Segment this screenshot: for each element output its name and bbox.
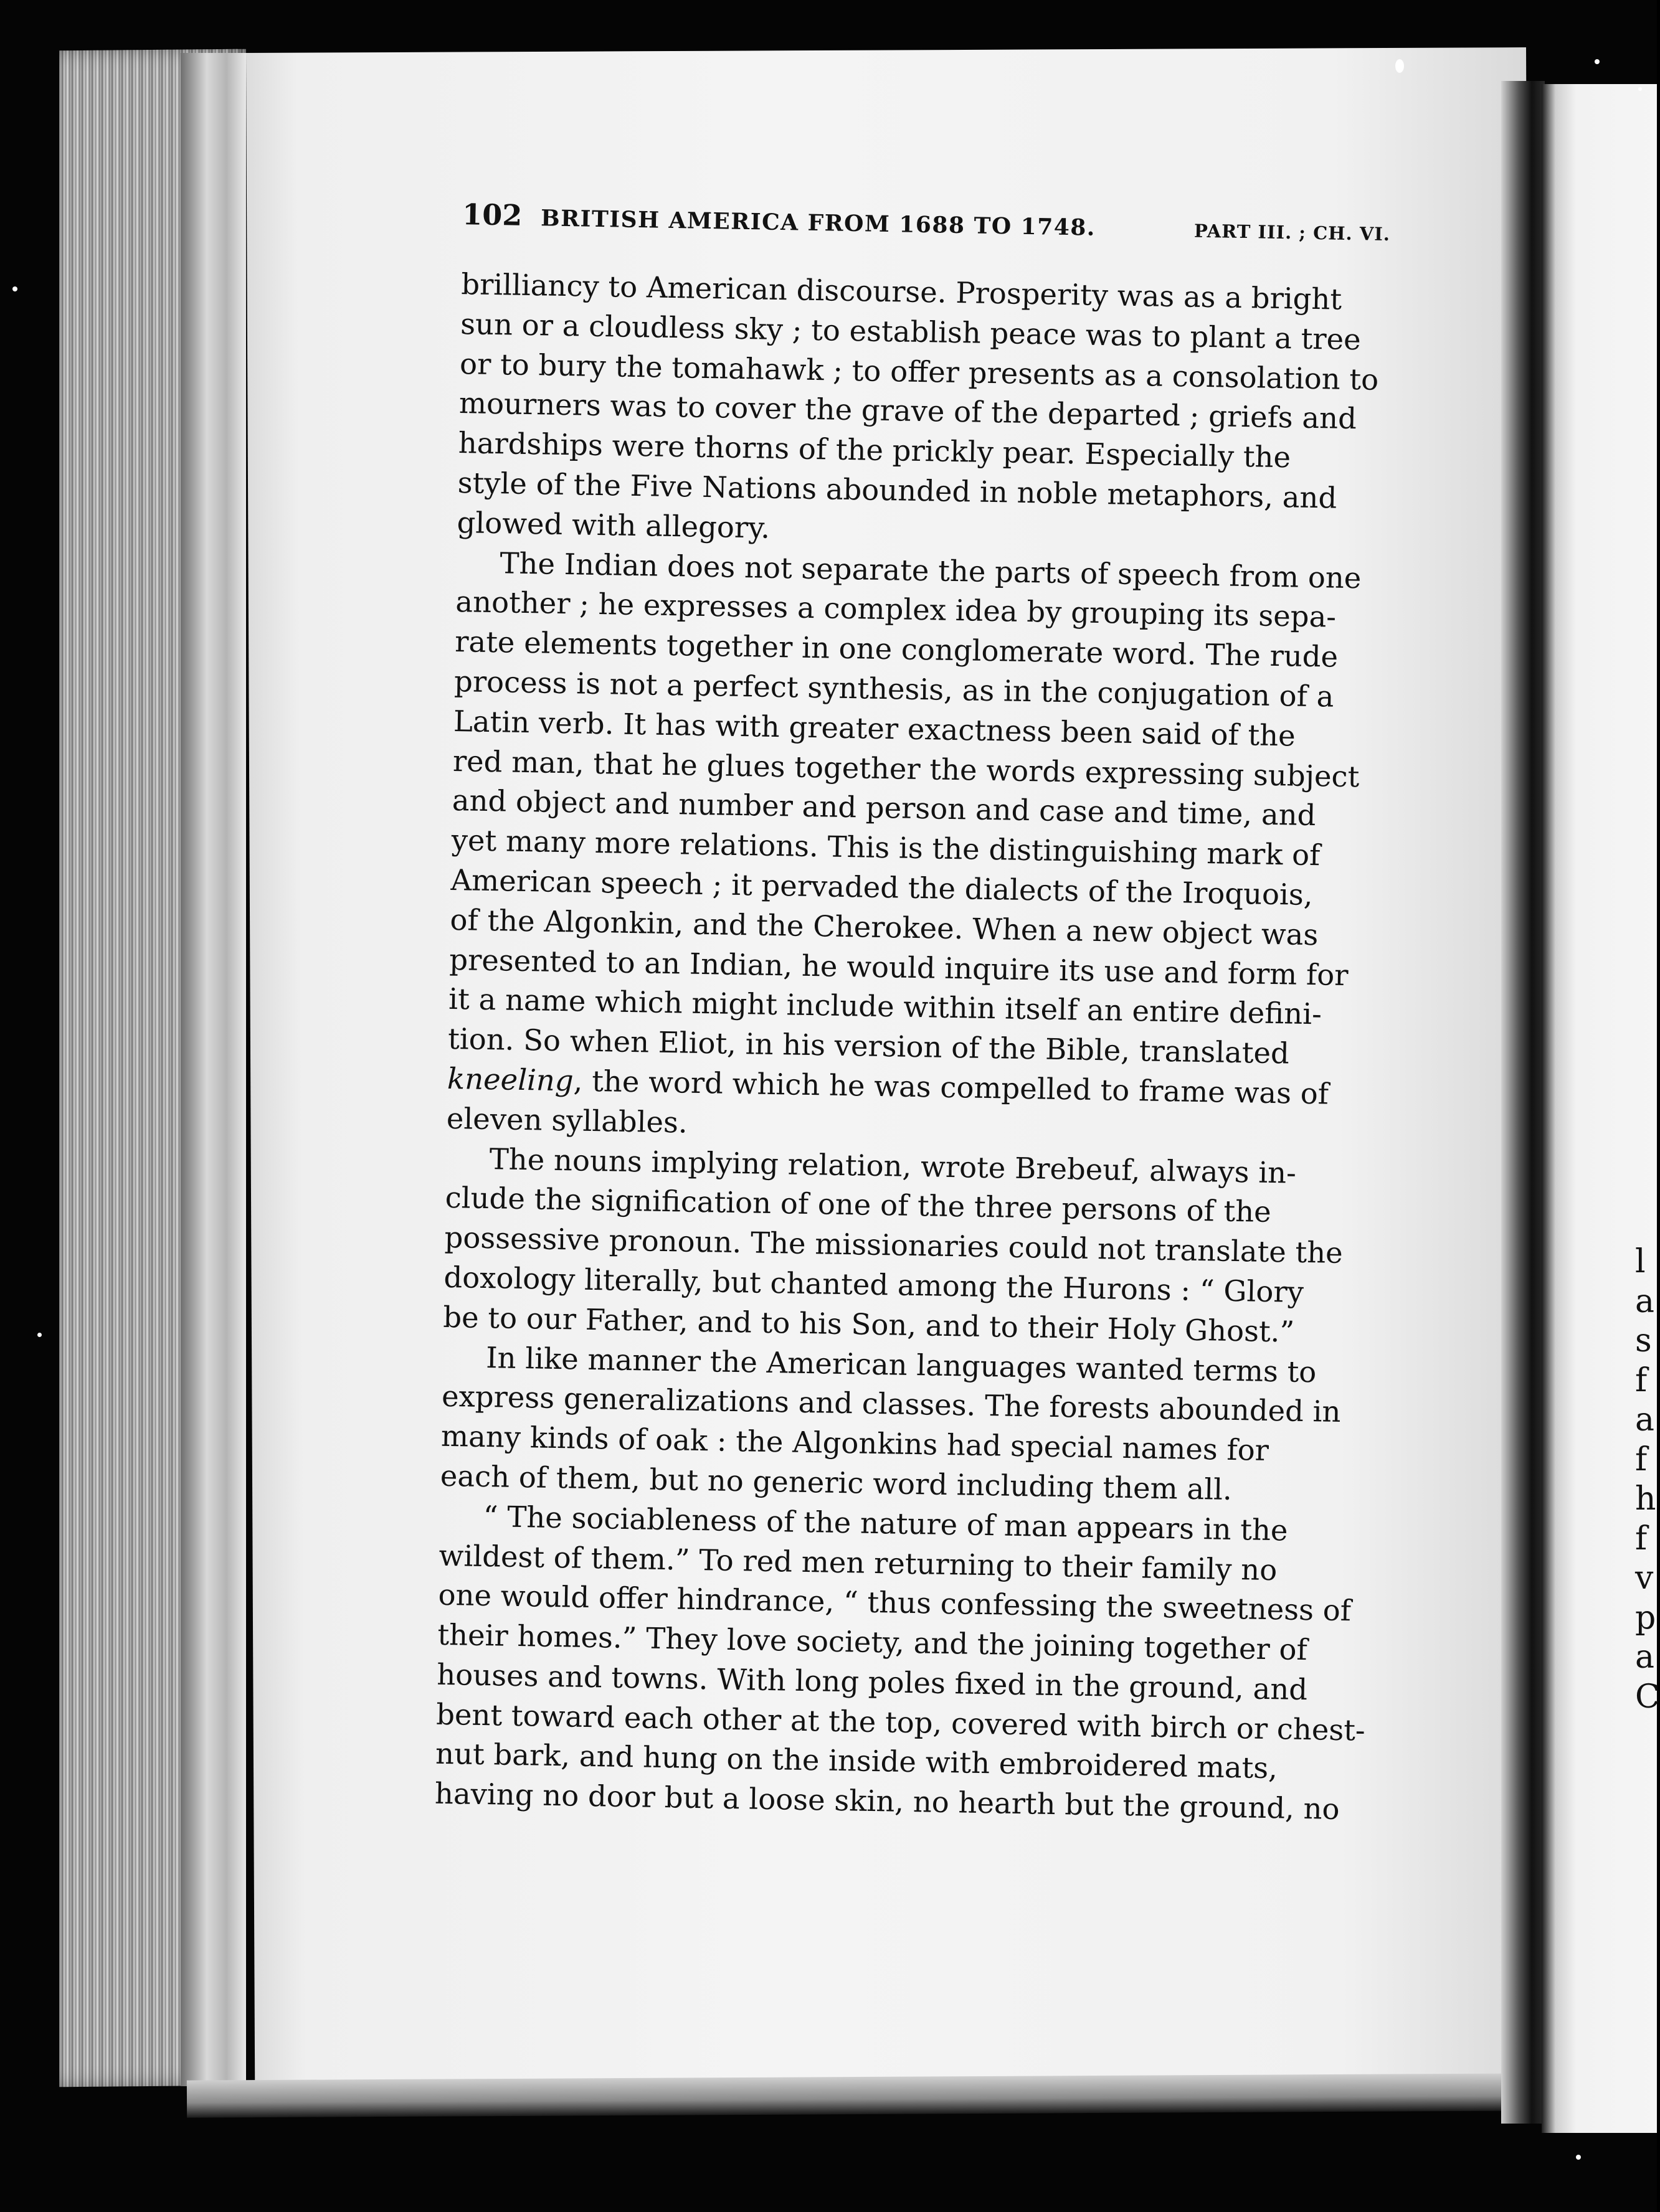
running-title: BRITISH AMERICA FROM 1688 TO 1748. [540,205,1096,241]
body-text [434,265,1395,1830]
book-gutter [1501,81,1545,2124]
facing-page-text: l a s f a f h f v p a C [1635,1243,1660,1716]
text-line: each of them, but no generic word including them all. [440,1458,1233,1506]
text-line: hardships were thorns of the prickly pear. Especially the [458,426,1291,475]
text-line: presented to an Indian, he would inquire its use and form for [448,942,1349,992]
text-line: nut bark, and hung on the inside with embroidered mats, [435,1737,1278,1785]
page-number: 102 [462,197,523,232]
text-line: doxology literally, but chanted among the Hurons : “ Glory [443,1260,1304,1309]
book-page-edges-inner [181,53,246,2086]
scan-speck [1576,2155,1581,2160]
text-line: mourners was to cover the grave of the departed ; griefs and [458,386,1357,436]
text-line: kneeling, the word which he was compelled to frame was of [447,1061,1329,1111]
text-line: process is not a perfect synthesis, as in the conjugation of a [453,664,1334,714]
text-line: style of the Five Nations abounded in noble metaphors, and [457,466,1337,515]
page-text-block [434,197,1397,1830]
text-line: many kinds of oak : the Algonkins had special names for [440,1419,1269,1468]
text-line: American speech ; it pervaded the dialects of the Iroquois, [450,863,1314,912]
text-line: “ The sociableness of the nature of man appears in the [483,1499,1288,1548]
italic-word: kneeling [447,1061,574,1098]
text-line: be to our Father, and to his Son, and to their Holy Ghost.” [442,1300,1295,1349]
text-line: one would offer hindrance, “ thus confessing the sweetness of [438,1578,1352,1628]
text-line: and object and number and person and case and time, and [452,783,1316,833]
text-line: yet many more relations. This is the distinguishing mark of [451,823,1321,872]
text-line: houses and towns. With long poles fixed in the ground, and [436,1657,1308,1707]
text-line: of the Algonkin, and the Cherokee. When a new object was [450,902,1319,952]
text-line: wildest of them.” To red men returning to their family no [439,1538,1278,1587]
scan-speck [37,1333,42,1337]
text-line: it a name which might include within itself an entire defini- [448,982,1322,1031]
text-line: or to bury the tomahawk ; to offer presents as a consolation to [459,346,1379,397]
scan-speck [12,286,17,291]
text-line: tion. So when Eliot, in his version of the Bible, translated [447,1022,1290,1071]
scan-speck [1595,59,1600,64]
text-line: brilliancy to American discourse. Prosperity was as a bright [460,267,1342,316]
text-line: The Indian does not separate the parts of speech from one [500,546,1362,595]
text-line: bent toward each other at the top, covered with birch or chest- [435,1697,1366,1747]
text-line: their homes.” They love society, and the joining together of [437,1617,1308,1667]
text-line: The nouns implying relation, wrote Brebeuf, always in- [489,1141,1297,1190]
scan-speck [1395,59,1404,73]
text-line: sun or a cloudless sky ; to establish peace was to plant a tree [460,306,1362,357]
text-line: rate elements together in one conglomerate word. The rude [454,625,1339,674]
text-line: Latin verb. It has with greater exactness been said of the [453,704,1296,753]
text-line: glowed with allegory. [457,505,771,545]
text-line: another ; he expresses a complex idea by grouping its sepa- [455,585,1337,635]
text-line: clude the signification of one of the three persons of the [445,1181,1272,1229]
scan-speck [1638,87,1642,91]
text-line: express generalizations and classes. The forests abounded in [441,1379,1341,1429]
text-line: red man, that he glues together the words expressing subject [452,744,1360,793]
text-line: eleven syllables. [446,1101,688,1140]
section-label: PART III. ; CH. VI. [1193,220,1391,245]
facing-page [1542,84,1660,2133]
page-bottom-edge [187,2073,1532,2117]
text-line: having no door but a loose skin, no hearth but the ground, no [434,1777,1340,1827]
text-line: possessive pronoun. The missionaries could not translate the [444,1220,1344,1270]
text-line: In like manner the American languages wanted terms to [485,1340,1317,1389]
